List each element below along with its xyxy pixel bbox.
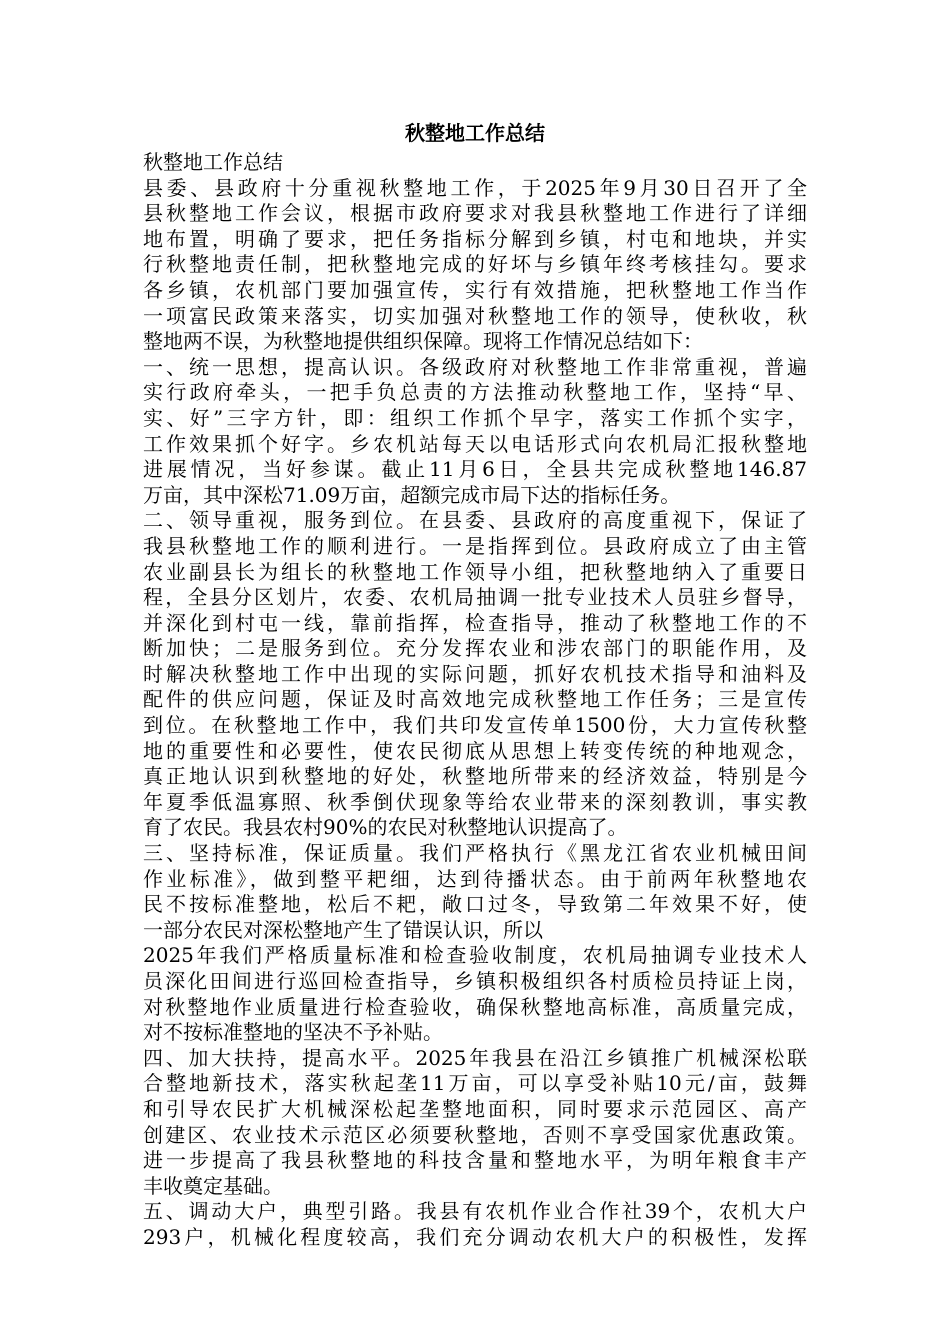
paragraph-line: 五、调动大户，典型引路。我县有农机作业合作社39个，农机大户 xyxy=(143,1199,807,1224)
paragraph-line: 农业副县长为组长的秋整地工作领导小组，把秋整地纳入了重要日 xyxy=(143,559,807,584)
paragraph-line: 对秋整地作业质量进行检查验收，确保秋整地高标准，高质量完成， xyxy=(143,994,807,1019)
paragraph-line: 作业标准》，做到整平耙细，达到待播状态。由于前两年秋整地农 xyxy=(143,866,807,891)
paragraph-line: 2025年我们严格质量标准和检查验收制度，农机局抽调专业技术人 xyxy=(143,943,807,968)
paragraph-line: 和引导农民扩大机械深松起垄整地面积，同时要求示范园区、高产 xyxy=(143,1096,807,1121)
paragraph-line: 年夏季低温寡照、秋季倒伏现象等给农业带来的深刻教训，事实教 xyxy=(143,789,807,814)
paragraph-line: 进一步提高了我县秋整地的科技含量和整地水平，为明年粮食丰产 xyxy=(143,1148,807,1173)
paragraph-line: 丰收奠定基础。 xyxy=(143,1173,283,1198)
paragraph-line: 一、统一思想，提高认识。各级政府对秋整地工作非常重视，普遍 xyxy=(143,354,807,379)
paragraph-line: 实行政府牵头，一把手负总责的方法推动秋整地工作，坚持“早、 xyxy=(143,380,807,405)
paragraph-line: 我县秋整地工作的顺利进行。一是指挥到位。县政府成立了由主管 xyxy=(143,533,807,558)
paragraph-line: 县秋整地工作会议，根据市政府要求对我县秋整地工作进行了详细 xyxy=(143,201,807,226)
paragraph-line: 并深化到村屯一线，靠前指挥，检查指导，推动了秋整地工作的不 xyxy=(143,610,807,635)
paragraph-line: 民不按标准整地，松后不耙，敞口过冬，导致第二年效果不好，使 xyxy=(143,892,807,917)
document-body xyxy=(143,150,807,1251)
paragraph-line: 秋整地工作总结 xyxy=(143,150,283,174)
paragraph-line: 293户，机械化程度较高，我们充分调动农机大户的积极性，发挥 xyxy=(143,1224,807,1249)
paragraph-line: 真正地认识到秋整地的好处，秋整地所带来的经济效益，特别是今 xyxy=(143,764,807,789)
paragraph-line: 合整地新技术，落实秋起垄11万亩，可以享受补贴10元/亩，鼓舞 xyxy=(143,1071,807,1096)
paragraph-line: 四、加大扶持，提高水平。2025年我县在沿江乡镇推广机械深松联 xyxy=(143,1045,807,1070)
paragraph-line: 各乡镇，农机部门要加强宣传，实行有效措施，把秋整地工作当作 xyxy=(143,277,807,302)
paragraph-line: 地的重要性和必要性，使农民彻底从思想上转变传统的种地观念， xyxy=(143,738,807,763)
paragraph-line: 地布置，明确了要求，把任务指标分解到乡镇，村屯和地块，并实 xyxy=(143,226,807,251)
paragraph-line: 员深化田间进行巡回检查指导，乡镇积极组织各村质检员持证上岗， xyxy=(143,969,807,993)
paragraph-line: 对不按标准整地的坚决不予补贴。 xyxy=(143,1020,443,1045)
paragraph-line: 一部分农民对深松整地产生了错误认识，所以 xyxy=(143,917,543,942)
paragraph-line: 到位。在秋整地工作中，我们共印发宣传单1500份，大力宣传秋整 xyxy=(143,713,807,738)
paragraph-line: 断加快；二是服务到位。充分发挥农业和涉农部门的职能作用，及 xyxy=(143,636,807,661)
paragraph-line: 万亩，其中深松71.09万亩，超额完成市局下达的指标任务。 xyxy=(143,482,681,507)
paragraph-line: 整地两不误，为秋整地提供组织保障。现将工作情况总结如下： xyxy=(143,329,703,354)
paragraph-line: 进展情况，当好参谋。截止11月6日，全县共完成秋整地146.87 xyxy=(143,457,807,482)
paragraph-line: 时解决秋整地工作中出现的实际问题，抓好农机技术指导和油料及 xyxy=(143,661,807,686)
paragraph-line: 配件的供应问题，保证及时高效地完成秋整地工作任务；三是宣传 xyxy=(143,687,807,712)
paragraph-line: 一项富民政策来落实，切实加强对秋整地工作的领导，使秋收，秋 xyxy=(143,303,807,328)
paragraph-line: 二、领导重视，服务到位。在县委、县政府的高度重视下，保证了 xyxy=(143,508,807,533)
paragraph-line: 程，全县分区划片，农委、农机局抽调一批专业技术人员驻乡督导， xyxy=(143,585,807,610)
paragraph-line: 行秋整地责任制，把秋整地完成的好坏与乡镇年终考核挂勾。要求 xyxy=(143,252,807,277)
document-page xyxy=(143,118,807,1251)
paragraph-line: 工作效果抓个好字。乡农机站每天以电话形式向农机局汇报秋整地 xyxy=(143,431,807,456)
paragraph-line: 创建区、农业技术示范区必须要秋整地，否则不享受国家优惠政策。 xyxy=(143,1122,807,1147)
paragraph-line: 育了农民。我县农村90%的农民对秋整地认识提高了。 xyxy=(143,815,628,840)
paragraph-line: 县委、县政府十分重视秋整地工作，于2025年9月30日召开了全 xyxy=(143,175,807,200)
paragraph-line: 实、好”三字方针，即：组织工作抓个早字，落实工作抓个实字， xyxy=(143,405,807,430)
document-title: 秋整地工作总结 xyxy=(405,121,545,145)
paragraph-line: 三、坚持标准，保证质量。我们严格执行《黑龙江省农业机械田间 xyxy=(143,841,807,866)
